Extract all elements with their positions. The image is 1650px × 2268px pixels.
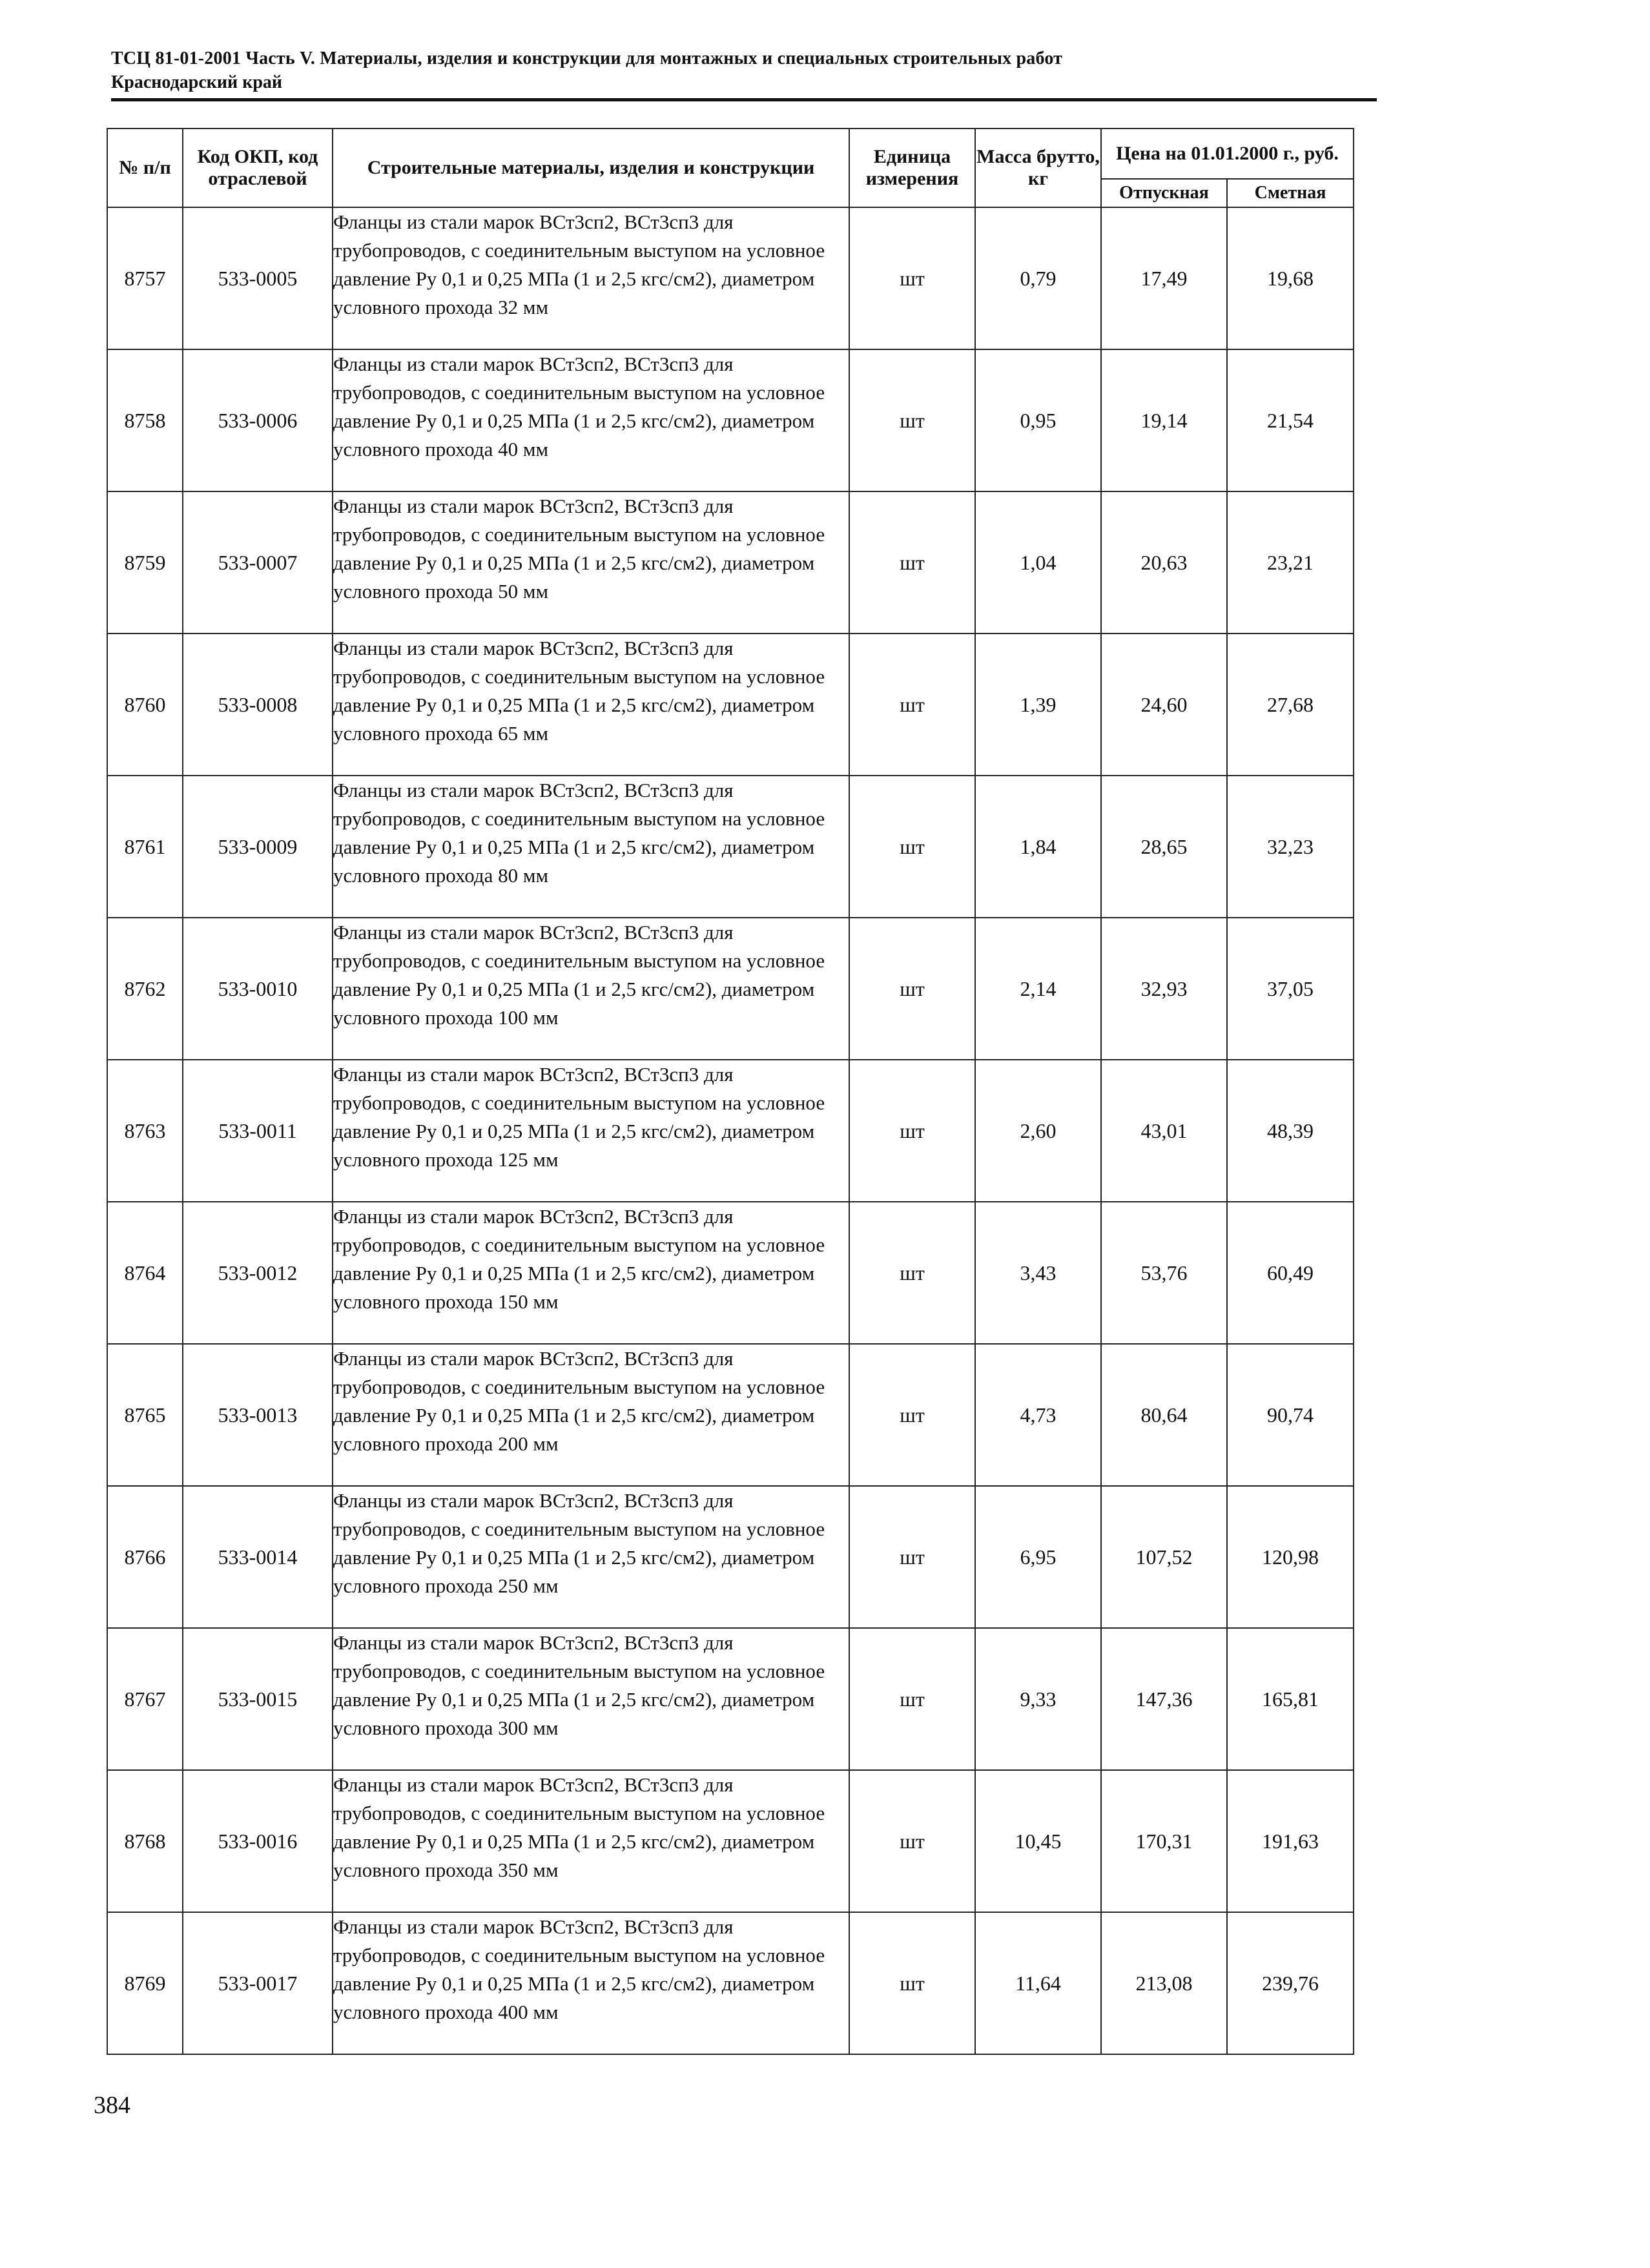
cell-unit: шт xyxy=(849,776,975,918)
table-row xyxy=(107,1628,1354,1770)
cell-price-release: 107,52 xyxy=(1101,1486,1227,1628)
cell-price-estimate: 48,39 xyxy=(1227,1060,1354,1202)
cell-mass: 1,84 xyxy=(975,776,1101,918)
cell-unit: шт xyxy=(849,1628,975,1770)
cell-desc: Фланцы из стали марок ВСт3сп2, ВСт3сп3 для трубопроводов, с соединительным выступом на условное давление Ру 0,1 и 0,25 МПа (1 и 2,5 кгс/см2), диаметром условного прохода 350 мм xyxy=(333,1770,849,1912)
cell-price-estimate: 37,05 xyxy=(1227,918,1354,1060)
cell-price-release: 170,31 xyxy=(1101,1770,1227,1912)
cell-price-estimate: 23,21 xyxy=(1227,491,1354,634)
cell-code: 533-0011 xyxy=(183,1060,333,1202)
cell-mass: 1,04 xyxy=(975,491,1101,634)
cell-mass: 10,45 xyxy=(975,1770,1101,1912)
cell-price-release: 213,08 xyxy=(1101,1912,1227,2054)
cell-code: 533-0016 xyxy=(183,1770,333,1912)
cell-desc: Фланцы из стали марок ВСт3сп2, ВСт3сп3 для трубопроводов, с соединительным выступом на условное давление Ру 0,1 и 0,25 МПа (1 и 2,5 кгс/см2), диаметром условного прохода 300 мм xyxy=(333,1628,849,1770)
cell-mass: 0,79 xyxy=(975,207,1101,349)
cell-mass: 11,64 xyxy=(975,1912,1101,2054)
cell-num: 8761 xyxy=(107,776,183,918)
cell-desc: Фланцы из стали марок ВСт3сп2, ВСт3сп3 для трубопроводов, с соединительным выступом на условное давление Ру 0,1 и 0,25 МПа (1 и 2,5 кгс/см2), диаметром условного прохода 80 мм xyxy=(333,776,849,918)
cell-unit: шт xyxy=(849,207,975,349)
cell-mass: 6,95 xyxy=(975,1486,1101,1628)
cell-mass: 1,39 xyxy=(975,634,1101,776)
col-header-price: Цена на 01.01.2000 г., руб. xyxy=(1101,129,1354,179)
table-row xyxy=(107,634,1354,776)
cell-num: 8763 xyxy=(107,1060,183,1202)
col-header-price-release: Отпускная xyxy=(1101,179,1227,207)
document-header xyxy=(111,46,1377,94)
cell-code: 533-0009 xyxy=(183,776,333,918)
cell-price-estimate: 32,23 xyxy=(1227,776,1354,918)
cell-num: 8764 xyxy=(107,1202,183,1344)
cell-code: 533-0015 xyxy=(183,1628,333,1770)
cell-desc: Фланцы из стали марок ВСт3сп2, ВСт3сп3 для трубопроводов, с соединительным выступом на условное давление Ру 0,1 и 0,25 МПа (1 и 2,5 кгс/см2), диаметром условного прохода 250 мм xyxy=(333,1486,849,1628)
table-row xyxy=(107,1770,1354,1912)
cell-code: 533-0008 xyxy=(183,634,333,776)
cell-unit: шт xyxy=(849,491,975,634)
table-row xyxy=(107,1486,1354,1628)
cell-price-estimate: 120,98 xyxy=(1227,1486,1354,1628)
cell-num: 8758 xyxy=(107,349,183,491)
cell-price-release: 53,76 xyxy=(1101,1202,1227,1344)
cell-code: 533-0012 xyxy=(183,1202,333,1344)
cell-mass: 0,95 xyxy=(975,349,1101,491)
cell-price-estimate: 239,76 xyxy=(1227,1912,1354,2054)
cell-desc: Фланцы из стали марок ВСт3сп2, ВСт3сп3 для трубопроводов, с соединительным выступом на условное давление Ру 0,1 и 0,25 МПа (1 и 2,5 кгс/см2), диаметром условного прохода 150 мм xyxy=(333,1202,849,1344)
cell-num: 8759 xyxy=(107,491,183,634)
cell-code: 533-0013 xyxy=(183,1344,333,1486)
cell-price-estimate: 60,49 xyxy=(1227,1202,1354,1344)
cell-price-estimate: 21,54 xyxy=(1227,349,1354,491)
cell-num: 8757 xyxy=(107,207,183,349)
col-header-num: № п/п xyxy=(107,129,183,207)
cell-price-release: 24,60 xyxy=(1101,634,1227,776)
cell-num: 8767 xyxy=(107,1628,183,1770)
page-number: 384 xyxy=(94,2092,130,2119)
cell-code: 533-0014 xyxy=(183,1486,333,1628)
cell-num: 8769 xyxy=(107,1912,183,2054)
cell-num: 8766 xyxy=(107,1486,183,1628)
cell-price-estimate: 191,63 xyxy=(1227,1770,1354,1912)
table-row xyxy=(107,349,1354,491)
table-row xyxy=(107,918,1354,1060)
price-table xyxy=(107,128,1354,2055)
cell-desc: Фланцы из стали марок ВСт3сп2, ВСт3сп3 для трубопроводов, с соединительным выступом на условное давление Ру 0,1 и 0,25 МПа (1 и 2,5 кгс/см2), диаметром условного прохода 200 мм xyxy=(333,1344,849,1486)
cell-price-release: 80,64 xyxy=(1101,1344,1227,1486)
cell-desc: Фланцы из стали марок ВСт3сп2, ВСт3сп3 для трубопроводов, с соединительным выступом на условное давление Ру 0,1 и 0,25 МПа (1 и 2,5 кгс/см2), диаметром условного прохода 50 мм xyxy=(333,491,849,634)
cell-unit: шт xyxy=(849,1486,975,1628)
cell-unit: шт xyxy=(849,918,975,1060)
cell-desc: Фланцы из стали марок ВСт3сп2, ВСт3сп3 для трубопроводов, с соединительным выступом на условное давление Ру 0,1 и 0,25 МПа (1 и 2,5 кгс/см2), диаметром условного прохода 400 мм xyxy=(333,1912,849,2054)
cell-code: 533-0005 xyxy=(183,207,333,349)
cell-mass: 9,33 xyxy=(975,1628,1101,1770)
cell-price-estimate: 27,68 xyxy=(1227,634,1354,776)
cell-desc: Фланцы из стали марок ВСт3сп2, ВСт3сп3 для трубопроводов, с соединительным выступом на условное давление Ру 0,1 и 0,25 МПа (1 и 2,5 кгс/см2), диаметром условного прохода 125 мм xyxy=(333,1060,849,1202)
cell-desc: Фланцы из стали марок ВСт3сп2, ВСт3сп3 для трубопроводов, с соединительным выступом на условное давление Ру 0,1 и 0,25 МПа (1 и 2,5 кгс/см2), диаметром условного прохода 65 мм xyxy=(333,634,849,776)
cell-desc: Фланцы из стали марок ВСт3сп2, ВСт3сп3 для трубопроводов, с соединительным выступом на условное давление Ру 0,1 и 0,25 МПа (1 и 2,5 кгс/см2), диаметром условного прохода 100 мм xyxy=(333,918,849,1060)
cell-price-release: 17,49 xyxy=(1101,207,1227,349)
document-region: Краснодарский край xyxy=(111,72,283,92)
col-header-desc: Строительные материалы, изделия и конструкции xyxy=(333,129,849,207)
cell-unit: шт xyxy=(849,1912,975,2054)
cell-unit: шт xyxy=(849,1202,975,1344)
col-header-unit: Единица измерения xyxy=(849,129,975,207)
cell-unit: шт xyxy=(849,1344,975,1486)
cell-desc: Фланцы из стали марок ВСт3сп2, ВСт3сп3 для трубопроводов, с соединительным выступом на условное давление Ру 0,1 и 0,25 МПа (1 и 2,5 кгс/см2), диаметром условного прохода 40 мм xyxy=(333,349,849,491)
table-row xyxy=(107,776,1354,918)
cell-code: 533-0017 xyxy=(183,1912,333,2054)
col-header-price-estimate: Сметная xyxy=(1227,179,1354,207)
cell-unit: шт xyxy=(849,349,975,491)
cell-mass: 2,14 xyxy=(975,918,1101,1060)
table-row xyxy=(107,1912,1354,2054)
col-header-mass: Масса брутто, кг xyxy=(975,129,1101,207)
document-title: ТСЦ 81-01-2001 Часть V. Материалы, изделия и конструкции для монтажных и специальных строительных работ xyxy=(111,48,1063,68)
table-row xyxy=(107,1202,1354,1344)
table-row xyxy=(107,1060,1354,1202)
cell-mass: 2,60 xyxy=(975,1060,1101,1202)
cell-price-estimate: 165,81 xyxy=(1227,1628,1354,1770)
header-rule xyxy=(111,98,1377,101)
cell-price-estimate: 90,74 xyxy=(1227,1344,1354,1486)
cell-price-release: 19,14 xyxy=(1101,349,1227,491)
cell-code: 533-0006 xyxy=(183,349,333,491)
cell-price-release: 28,65 xyxy=(1101,776,1227,918)
cell-unit: шт xyxy=(849,1060,975,1202)
cell-mass: 3,43 xyxy=(975,1202,1101,1344)
cell-price-release: 20,63 xyxy=(1101,491,1227,634)
table-row xyxy=(107,207,1354,349)
cell-price-release: 147,36 xyxy=(1101,1628,1227,1770)
cell-num: 8760 xyxy=(107,634,183,776)
table-row xyxy=(107,491,1354,634)
cell-price-release: 32,93 xyxy=(1101,918,1227,1060)
cell-code: 533-0007 xyxy=(183,491,333,634)
cell-price-release: 43,01 xyxy=(1101,1060,1227,1202)
cell-num: 8765 xyxy=(107,1344,183,1486)
cell-code: 533-0010 xyxy=(183,918,333,1060)
cell-desc: Фланцы из стали марок ВСт3сп2, ВСт3сп3 для трубопроводов, с соединительным выступом на условное давление Ру 0,1 и 0,25 МПа (1 и 2,5 кгс/см2), диаметром условного прохода 32 мм xyxy=(333,207,849,349)
cell-unit: шт xyxy=(849,634,975,776)
cell-num: 8762 xyxy=(107,918,183,1060)
col-header-code: Код ОКП, код отраслевой xyxy=(183,129,333,207)
table-row xyxy=(107,1344,1354,1486)
cell-unit: шт xyxy=(849,1770,975,1912)
cell-mass: 4,73 xyxy=(975,1344,1101,1486)
cell-price-estimate: 19,68 xyxy=(1227,207,1354,349)
cell-num: 8768 xyxy=(107,1770,183,1912)
